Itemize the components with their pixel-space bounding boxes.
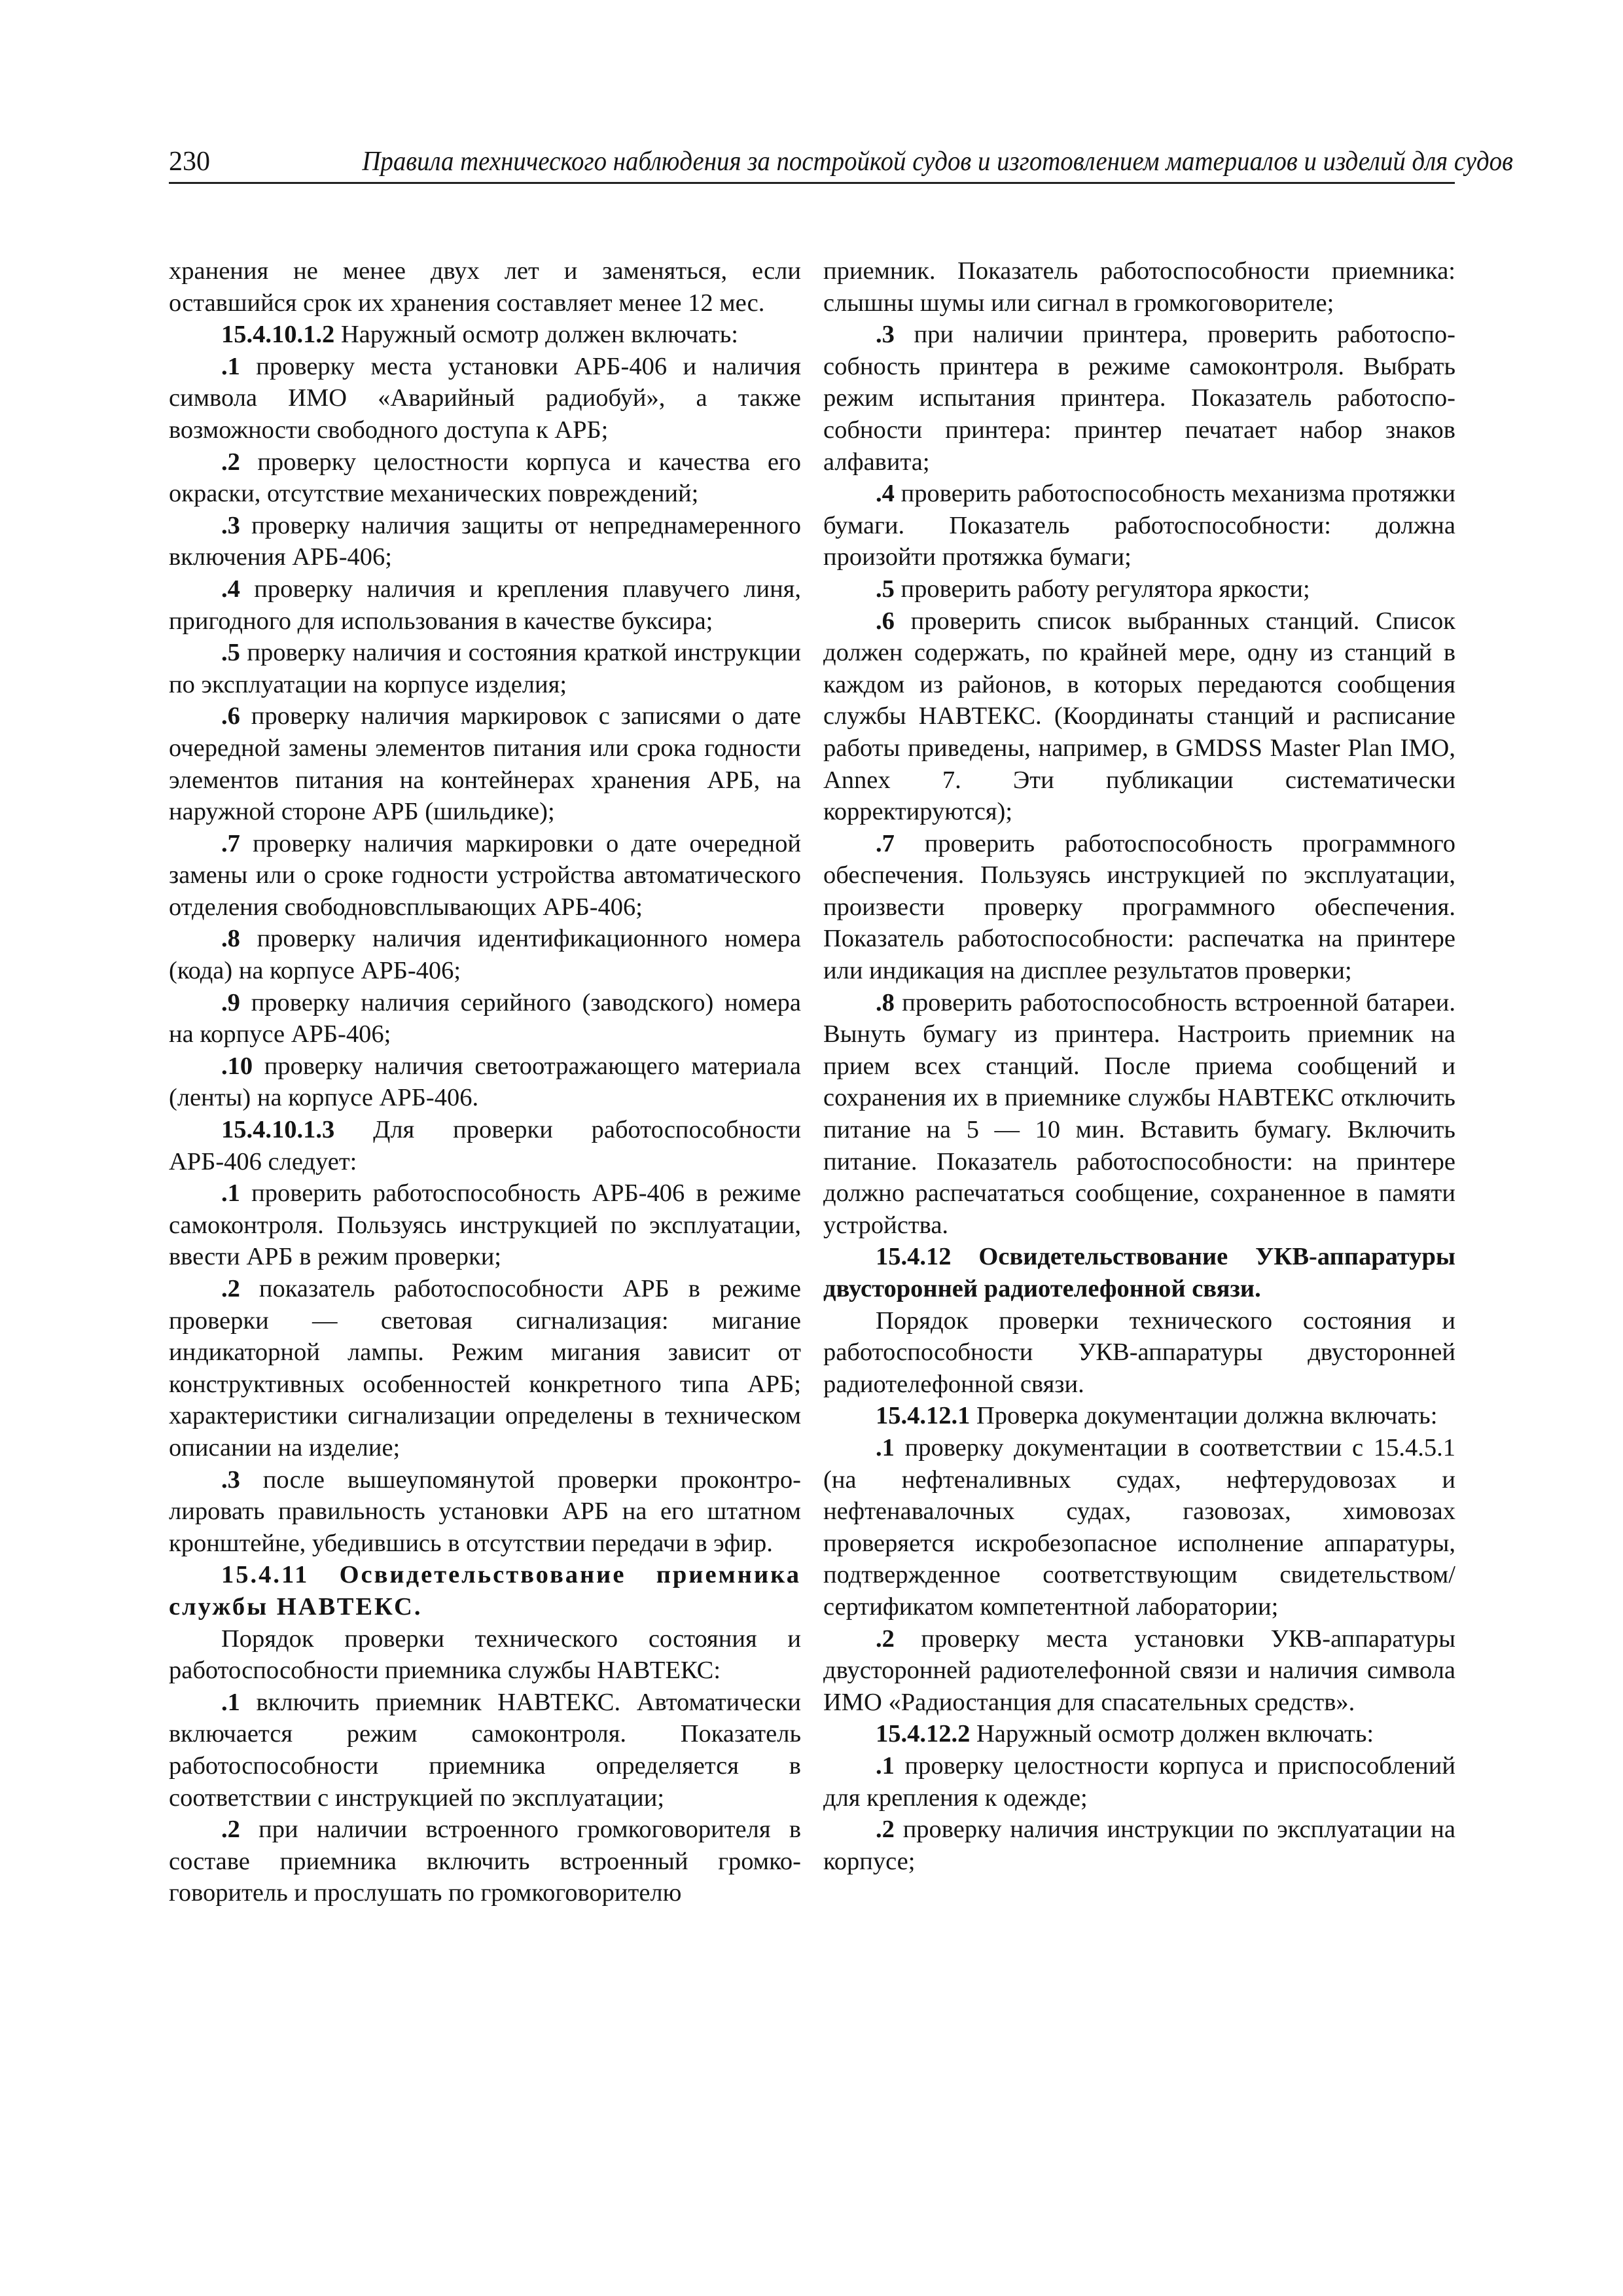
- paragraph: 15.4.10.1.2 Наружный осмотр должен включать:: [221, 321, 739, 349]
- section-heading: 15.4.11 Освидетельствование приемника службы НАВТЕКС.: [169, 1561, 801, 1621]
- list-item: .2 проверку наличия инструкции по эксплуатации на корпусе;: [823, 1816, 1455, 1875]
- list-item: .7 проверку наличия маркировки о дате очередной замены или о сроке годности устройства автоматического отделения свободновсплывающих АРБ-406;: [169, 829, 801, 921]
- section-heading: 15.4.12 Освидетельствование УКВ-аппаратуры двусторонней радиотелефонной связи.: [823, 1243, 1455, 1302]
- paragraph: Порядок проверки технического состояния и работоспособности приемника службы НАВТЕКС:: [169, 1624, 801, 1685]
- list-item: .8 проверить работоспособность встроенной батареи. Вынуть бумагу из принтера. Настроить приемник на прием всех станций. После приема сообщений и сохранения их в приемнике службы НАВТЕКС отключить питание на 5 — 10 мин. Вставить бумагу. Включить питание. Показатель работоспособности: на принтере должно распечататься сообщение, сохраненное в памяти устройства.: [823, 988, 1455, 1239]
- list-item: .2 проверку целостности корпуса и качества его окраски, отсутствие механических повреждений;: [169, 448, 801, 508]
- list-item: .8 проверку наличия идентификационного номера (кода) на корпусе АРБ-406;: [169, 925, 801, 985]
- list-item: .1 проверку документации в соответствии с 15.4.5.1 (на нефтеналивных судах, нефтерудовозах и нефтенавалочных судах, газовозах, химовозах проверяется искробезопасное исполнение аппаратуры, подтвержденное соответствующим свидетельством/сертификатом компетентной лаборатории;: [823, 1433, 1455, 1621]
- paragraph: 15.4.10.1.3 Для проверки работоспособности АРБ-406 следует:: [169, 1116, 801, 1175]
- list-item: .1 проверить работоспособность АРБ-406 в режиме самоконтроля. Пользуясь инструкцией по эксплуатации, ввести АРБ в режим проверки;: [169, 1179, 801, 1271]
- list-item: .2 при наличии встроенного громкоговорителя в составе приемника включить встроенный громкоговоритель и прослушать по громкоговорителю: [169, 1816, 801, 1907]
- left-column: [169, 255, 801, 1909]
- running-header: [169, 141, 1513, 184]
- right-column: [823, 255, 1455, 1877]
- list-item: .2 проверку места установки УКВ-аппаратуры двусторонней радиотелефонной связи и наличия символа ИМО «Радиостанция для спасательных средств».: [823, 1624, 1455, 1716]
- list-item: .4 проверить работоспособность механизма протяжки бумаги. Показатель работоспособности: должна произойти протяжка бумаги;: [823, 480, 1455, 571]
- paragraph: Порядок проверки технического состояния и работоспособности УКВ-аппаратуры двусторонней радиотелефонной связи.: [823, 1306, 1455, 1398]
- paragraph: 15.4.12.1 Проверка документации должна включать:: [876, 1402, 1438, 1430]
- list-item: .5 проверку наличия и состояния краткой инструкции по эксплуатации на корпусе изделия;: [169, 639, 801, 698]
- running-title: Правила технического наблюдения за постройкой судов и изготовлением материалов и изделий для судов: [362, 147, 1513, 177]
- list-item: .3 после вышеупомянутой проверки проконтролировать правильность установки АРБ на его штатном кронштейне, убедившись в отсутствии передачи в эфир.: [169, 1465, 801, 1557]
- page-number: 230: [169, 147, 210, 177]
- list-item: .10 проверку наличия светоотражающего материала (ленты) на корпусе АРБ-406.: [169, 1052, 801, 1112]
- list-item: .5 проверить работу регулятора яркости;: [876, 575, 1310, 603]
- list-item: .9 проверку наличия серийного (заводского) номера на корпусе АРБ-406;: [169, 988, 801, 1049]
- list-item: .1 включить приемник НАВТЕКС. Автоматически включается режим самоконтроля. Показатель работоспособности приемника определяется в соответствии с инструкцией по эксплуатации;: [169, 1688, 801, 1812]
- list-item: .4 проверку наличия и крепления плавучего линя, пригодного для использования в качестве буксира;: [169, 575, 801, 635]
- list-item: .2 показатель работоспособности АРБ в режиме проверки — световая сигнализация: мигание индикаторной лампы. Режим мигания зависит от конструктивных особенностей конкретного типа АРБ; характеристики сигнализации определены в техническом описании на изделие;: [169, 1275, 801, 1462]
- list-item: .6 проверить список выбранных станций. Список должен содержать, по крайней мере, одну из станций в каждом из районов, в которых передаются сообщения службы НАВТЕКС. (Координаты станций и расписание работы приведены, например, в GMDSS Master Plan IMO, Annex 7. Эти публикации систематически корректируются);: [823, 607, 1455, 826]
- list-item: .1 проверку места установки АРБ-406 и наличия символа ИМО «Аварийный радиобуй», а также возможности свободного доступа к АРБ;: [169, 352, 801, 444]
- paragraph: 15.4.12.2 Наружный осмотр должен включать:: [876, 1720, 1374, 1748]
- list-item: .1 проверку целостности корпуса и приспособлений для крепления к одежде;: [823, 1751, 1455, 1812]
- list-item: .6 проверку наличия маркировок с записями о дате очередной замены элементов питания или срока годности элементов питания на контейнерах хранения АРБ, на наружной стороне АРБ (шильдике);: [169, 702, 801, 826]
- list-item: .3 проверку наличия защиты от непреднамеренного включения АРБ-406;: [169, 511, 801, 571]
- list-item: .7 проверить работоспособность программного обеспечения. Пользуясь инструкцией по эксплуатации, произвести проверку программного обеспечения. Показатель работоспособности: распечатка на принтере или индикация на дисплее результатов проверки;: [823, 829, 1455, 985]
- paragraph: хранения не менее двух лет и заменяться, если оставшийся срок их хранения составляет менее 12 мес.: [169, 257, 801, 317]
- list-item: .3 при наличии принтера, проверить работоспособность принтера в режиме самоконтроля. Выбрать режим испытания принтера. Показатель работоспособности принтера: принтер печатает набор знаков алфавита;: [823, 321, 1455, 476]
- paragraph: приемник. Показатель работоспособности приемника: слышны шумы или сигнал в громкоговорителе;: [823, 257, 1455, 317]
